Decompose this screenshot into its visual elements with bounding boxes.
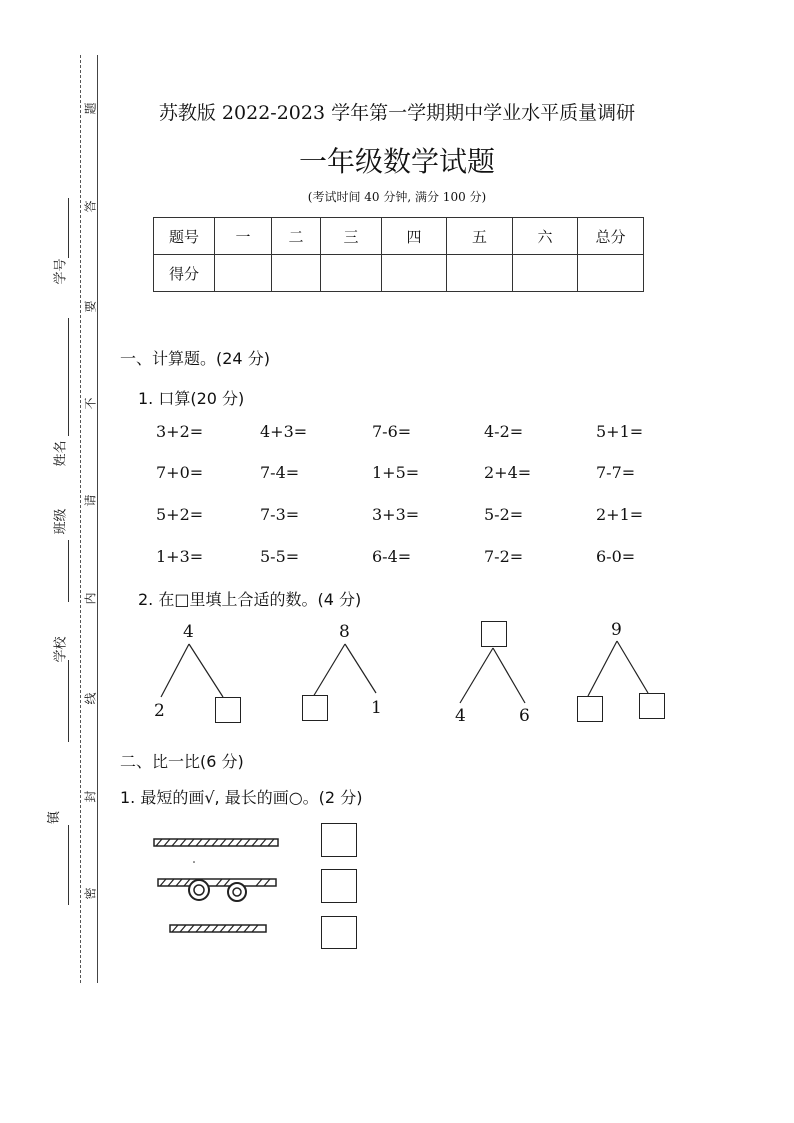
table-cell: 一 (215, 218, 272, 255)
student-no-label: 学号 (53, 258, 69, 285)
rope-long-icon (154, 839, 278, 846)
calc-item[interactable]: 7-4= (260, 463, 300, 482)
rope1-answer-box[interactable] (321, 823, 357, 857)
school-label: 学校 (53, 636, 69, 663)
calc-item[interactable]: 1+3= (156, 547, 204, 566)
fold-char: 密 (83, 887, 98, 900)
calc-item[interactable]: 7+0= (156, 463, 204, 482)
class-label: 班级 (53, 508, 69, 535)
calc-item[interactable]: 5-5= (260, 547, 300, 566)
tree3-right: 6 (519, 706, 530, 726)
subject-title: 一年级数学试题 (298, 145, 495, 178)
section1-heading: 一、计算题。(24 分) (120, 349, 270, 368)
name-label: 姓名 (53, 440, 69, 467)
rope3-answer-box[interactable] (321, 916, 357, 949)
exam-title: 苏教版 2022-2023 学年第一学期期中学业水平质量调研 (158, 102, 636, 124)
fold-char: 内 (83, 592, 98, 605)
fold-char: 封 (83, 790, 98, 803)
tree1-top: 4 (183, 622, 194, 642)
table-cell: 总分 (578, 218, 644, 255)
calc-item[interactable]: 2+4= (484, 463, 532, 482)
tree4-top: 9 (611, 620, 622, 640)
calc-item[interactable]: 7-2= (484, 547, 524, 566)
table-cell: 二 (272, 218, 321, 255)
calc-item[interactable]: 7-6= (372, 422, 412, 441)
fold-char: 要 (83, 300, 98, 313)
table-cell: 四 (382, 218, 447, 255)
table-cell: 五 (447, 218, 513, 255)
table-cell: 六 (513, 218, 578, 255)
rope-coiled-icon (158, 879, 276, 901)
tree1-left: 2 (154, 701, 165, 721)
table-cell: 三 (321, 218, 382, 255)
calc-item[interactable]: 4-2= (484, 422, 524, 441)
rope2-answer-box[interactable] (321, 869, 357, 903)
calc-item[interactable]: 6-0= (596, 547, 636, 566)
tree3-left: 4 (455, 706, 466, 726)
county-label: 镇 (47, 810, 63, 825)
table-cell: 题号 (154, 218, 215, 255)
calc-item[interactable]: 6-4= (372, 547, 412, 566)
section2-heading: 二、比一比(6 分) (120, 752, 244, 771)
q1-heading: 1. 口算(20 分) (138, 389, 245, 408)
fold-char: 题 (83, 102, 98, 115)
s2-q1-heading: 1. 最短的画√, 最长的画○。(2 分) (120, 788, 363, 807)
calc-item[interactable]: 3+3= (372, 505, 420, 524)
calc-item[interactable]: 7-7= (596, 463, 636, 482)
tree2-top: 8 (339, 622, 350, 642)
fold-char: 不 (83, 397, 98, 410)
calc-item[interactable]: 1+5= (372, 463, 420, 482)
fold-char: 答 (83, 200, 98, 213)
calc-item[interactable]: 2+1= (596, 505, 644, 524)
calc-item[interactable]: 3+2= (156, 422, 204, 441)
rope-short-icon (170, 925, 266, 932)
tree2-right: 1 (371, 698, 382, 718)
table-cell: 得分 (154, 255, 215, 292)
calc-item[interactable]: 5+1= (596, 422, 644, 441)
calc-item[interactable]: 4+3= (260, 422, 308, 441)
fold-char: 线 (83, 692, 98, 705)
fold-char: 请 (83, 494, 98, 507)
calc-item[interactable]: 7-3= (260, 505, 300, 524)
q2-heading: 2. 在□里填上合适的数。(4 分) (138, 590, 362, 609)
calc-item[interactable]: 5-2= (484, 505, 524, 524)
exam-note: (考试时间 40 分钟, 满分 100 分) (307, 190, 487, 204)
calc-item[interactable]: 5+2= (156, 505, 204, 524)
